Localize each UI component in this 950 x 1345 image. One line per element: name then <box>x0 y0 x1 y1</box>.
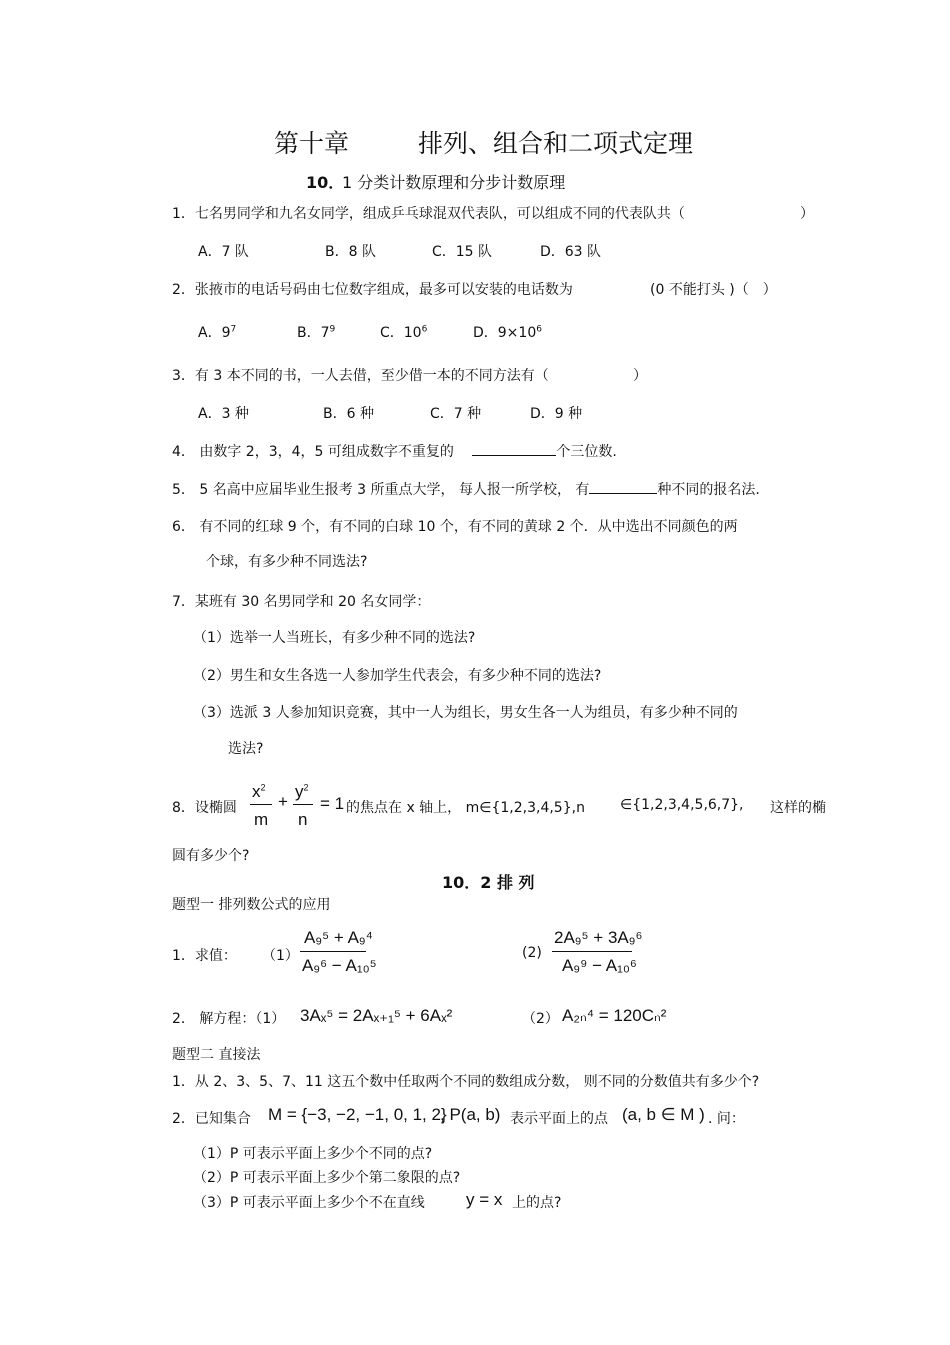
question-7-part-2: （2）男生和女生各选一人参加学生代表会，有多少种不同的选法? <box>193 668 602 684</box>
type-2-question-2: 2．已知集合 <box>172 1111 251 1127</box>
chapter-number: 第十章 <box>274 129 350 158</box>
equation-1: 3Aₓ⁵ = 2Aₓ₊₁⁵ + 6Aₓ² <box>300 1006 453 1025</box>
fraction-bar <box>300 951 366 952</box>
fraction-2-numerator: 2A₉⁵ + 3A₉⁶ <box>554 928 643 947</box>
type-2-label: 题型二 直接法 <box>172 1047 261 1063</box>
question-8-text-3: 这样的椭 <box>770 800 826 816</box>
ellipse-m-denominator: m <box>254 810 269 829</box>
q3-option-b: B．6 种 <box>323 406 374 422</box>
question-8-cont: 圆有多少个? <box>172 848 250 864</box>
q3-option-d: D．9 种 <box>530 406 583 422</box>
problem-1-part-1: （1） <box>262 948 299 964</box>
type-1-label: 题型一 排列数公式的应用 <box>172 897 331 913</box>
answer-blank <box>589 479 657 494</box>
fraction-2-denominator: A₉⁹ − A₁₀⁶ <box>562 956 637 975</box>
q2-option-c: C．$10^6$ <box>380 324 428 341</box>
q1-option-b: B．8 队 <box>325 244 376 260</box>
equals-one: = 1 <box>320 794 345 813</box>
point-p: , P(a, b) <box>440 1105 501 1124</box>
q1-option-a: A．7 队 <box>198 244 249 260</box>
type-2-q2-part-3-cont: 上的点? <box>512 1195 562 1211</box>
question-4: 4． 由数字 2，3，4，5 可组成数字不重复的 个三位数. <box>172 441 617 461</box>
ellipse-n-denominator: n <box>298 810 308 829</box>
q1-option-d: D．63 队 <box>540 244 602 260</box>
section-2-heading: 10．2 排 列 <box>442 873 535 892</box>
question-2: 2．张掖市的电话号码由七位数字组成，最多可以安装的电话数为 <box>172 282 573 298</box>
question-3-close: ） <box>633 368 647 384</box>
equation-2: A₂ₙ⁴ = 120Cₙ² <box>562 1006 667 1025</box>
q1-option-c: C．15 队 <box>432 244 493 260</box>
question-prompt: . 问： <box>708 1111 745 1127</box>
problem-1-label: 1．求值： <box>172 948 237 964</box>
q2-option-d: D．$9\times 10^6$ <box>473 324 542 341</box>
question-3: 3．有 3 本不同的书，一人去借，至少借一本的不同方法有（ <box>172 368 549 384</box>
fraction-bar <box>293 804 313 805</box>
question-6: 6． 有不同的红球 9 个，有不同的白球 10 个，有不同的黄球 2 个．从中选出不同颜色的两 <box>172 519 738 535</box>
ellipse-y-numerator: $y^2$ <box>295 782 309 801</box>
question-7-part-3-cont: 选法? <box>228 741 264 757</box>
q3-option-a: A．3 种 <box>198 406 249 422</box>
q3-option-c: C．7 种 <box>430 406 482 422</box>
type-2-q2-part-3: （3）P 可表示平面上多少个不在直线 <box>193 1195 425 1211</box>
section-title: 1 分类计数原理和分步计数原理 <box>342 173 566 192</box>
ellipse-x-numerator: $x^2$ <box>252 782 266 801</box>
section-number: 10． <box>306 173 345 192</box>
type-2-question-2-text: 表示平面上的点 <box>510 1111 608 1127</box>
question-7-part-3: （3）选派 3 人参加知识竞赛，其中一人为组长，男女生各一人为组员，有多少种不同的 <box>193 705 738 721</box>
problem-1-part-2: (2) <box>522 945 542 961</box>
type-2-question-1: 1．从 2、3、5、7、11 这五个数中任取两个不同的数组成分数， 则不同的分数值共有多少个? <box>172 1074 760 1090</box>
plus-sign: + <box>278 792 288 811</box>
line-y-equals-x: y = x <box>466 1190 503 1209</box>
problem-2-label: 2． 解方程：（1） <box>172 1011 286 1027</box>
question-7-part-1: （1）选举一人当班长，有多少种不同的选法? <box>193 630 476 646</box>
question-2-note: (0 不能打头 )（ ） <box>650 282 777 298</box>
chapter-title: 排列、组合和二项式定理 <box>418 129 694 158</box>
set-m: M = {−3, −2, −1, 0, 1, 2} <box>268 1105 447 1124</box>
question-6-cont: 个球，有多少种不同选法? <box>206 554 368 570</box>
question-1-close: ） <box>800 206 814 222</box>
question-5: 5． 5 名高中应届毕业生报考 3 所重点大学， 每人报一所学校， 有 种不同的报名法. <box>172 479 760 499</box>
condition-ab-in-m: (a, b ∈ M ) <box>622 1105 705 1124</box>
question-1: 1．七名男同学和九名女同学，组成乒乓球混双代表队，可以组成不同的代表队共（ <box>172 206 685 222</box>
question-8-text: 的焦点在 x 轴上， m∈{1,2,3,4,5},n <box>346 800 585 816</box>
type-2-q2-part-2: （2）P 可表示平面上多少个第二象限的点? <box>193 1170 461 1186</box>
q2-option-b: B．$7^9$ <box>297 324 336 341</box>
answer-blank <box>472 441 556 456</box>
type-2-q2-part-1: （1）P 可表示平面上多少个不同的点? <box>193 1146 433 1162</box>
fraction-1-numerator: A₉⁵ + A₉⁴ <box>304 928 373 947</box>
fraction-bar <box>552 951 632 952</box>
question-7: 7．某班有 30 名男同学和 20 名女同学： <box>172 594 431 610</box>
problem-2-part-2: （2） <box>522 1011 559 1027</box>
question-8-text-2: ∈{1,2,3,4,5,6,7}, <box>620 797 744 813</box>
fraction-1-denominator: A₉⁶ − A₁₀⁵ <box>302 956 377 975</box>
fraction-bar <box>250 804 272 805</box>
question-8-label: 8．设椭圆 <box>172 800 237 816</box>
q2-option-a: A．$9^7$ <box>198 324 237 341</box>
